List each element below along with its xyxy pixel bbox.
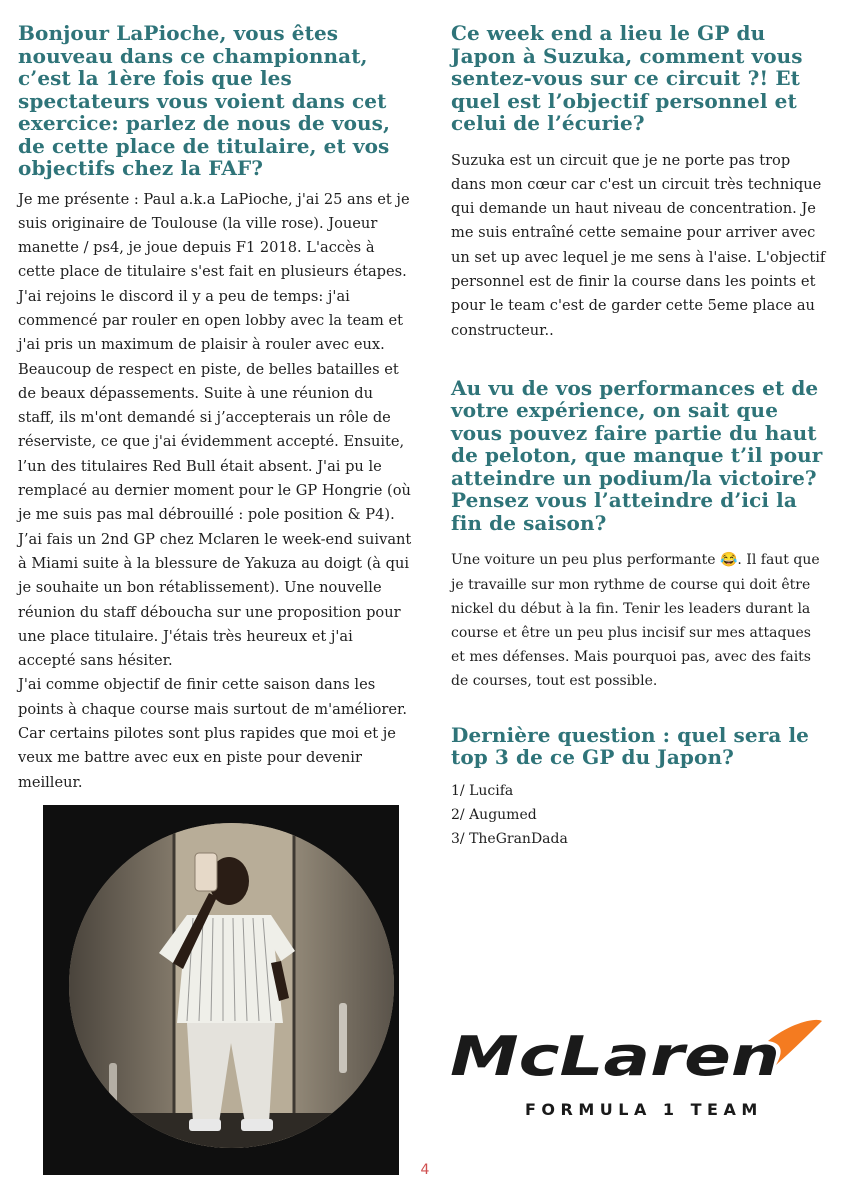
list-item: 2/ Augumed <box>451 806 537 823</box>
list-item: 3/ TheGranDada <box>451 831 568 847</box>
logo-subtitle: FORMULA 1 TEAM <box>525 1100 763 1119</box>
answer-podium-rest: . Il faut que je travaille sur mon rythme de course qui doit être nickel du début à la fin. Tenir les leaders durant la course et être un peu plus incisif sur mes attaques et mes défenses. Mais pourquoi pas, avec des faits de courses, tout est possible. <box>451 552 825 690</box>
answer-suzuka: Suzuka est un circuit que je ne porte pas trop dans mon cœur car c'est un circuit très technique qui demande un haut niveau de concentration. Je me suis entraîné cette semaine pour arriver avec un set up avec lequel je me sens à l'aise. L'objectif personnel est de finir la course dans les points et pour le team c'est de garder cette 5eme place au constructeur.. <box>451 151 830 339</box>
question-intro: Bonjour LaPioche, vous êtes nouveau dans ce championnat, c’est la 1ère fois que les spectateurs vous voient dans cet exercice: parlez de nous de vous, de cette place de titulaire, et vos objectifs chez la FAF? <box>18 21 391 180</box>
answer-podium-start: Une voiture un peu plus performante <box>451 552 720 569</box>
mclaren-logo <box>450 1015 830 1125</box>
question-podium: Au vu de vos performances et de votre expérience, on sait que vous pouvez faire partie du haut de peloton, que manque t’il pour atteindre un podium/la victoire? Pensez vous l’atteindre d’ici la fin de saison? <box>451 375 823 535</box>
logo-wordmark: McLaren <box>450 1025 780 1088</box>
question-suzuka: Ce week end a lieu le GP du Japon à Suzuka, comment vous sentez-vous sur ce circuit ?! Et quel est l’objectif personnel et celui de l’écurie? <box>451 21 803 135</box>
right-column <box>451 21 830 851</box>
driver-photo <box>43 805 399 1175</box>
list-item: 1/ Lucifa <box>451 782 514 799</box>
driver-photo-circle <box>69 823 394 1148</box>
question-top3: Dernière question : quel sera le top 3 de ce GP du Japon? <box>451 722 810 770</box>
elevator-selfie-illustration <box>69 823 394 1148</box>
answer-podium <box>451 548 826 693</box>
page-number: 4 <box>420 1162 430 1178</box>
left-column <box>18 22 413 795</box>
top3-list <box>451 779 826 852</box>
laughing-emoji-icon: 😂 <box>719 552 738 569</box>
answer-intro: Je me présente : Paul a.k.a LaPioche, j'ai 25 ans et je suis originaire de Toulouse (la ville rose). Joueur manette / ps4, je joue depuis F1 2018. L'accès à cette place de titulaire s'est fait en plusieurs étapes. J'ai rejoins le discord il y a peu de temps: j'ai commencé par rouler en open lobby avec la team et j'ai pris un maximum de plaisir à rouler avec eux. Beaucoup de respect en piste, de belles batailles et de beaux dépassements. Suite à une réunion du staff, ils m'ont demandé si j’accepterais un rôle de réserviste, ce que j'ai évidemment accepté. Ensuite, l’un des titulaires Red Bull était absent. J'ai pu le remplacé au dernier moment pour le GP Hongrie (où je me suis pas mal débrouillé : pole position & P4). J’ai fais un 2nd GP chez Mclaren le week-end suivant à Miami suite à la blessure de Yakuza au doigt (à qui je souhaite un bon rétablissement). Une nouvelle réunion du staff déboucha sur une proposition pour une place titulaire. J'étais très heureux et j'ai accepté sans hésiter. J'ai comme objectif de finir cette saison dans les points à chaque course mais surtout de m'améliorer. Car certains pilotes sont plus rapides que moi et je veux me battre avec eux en piste pour devenir meilleur. <box>18 190 412 791</box>
